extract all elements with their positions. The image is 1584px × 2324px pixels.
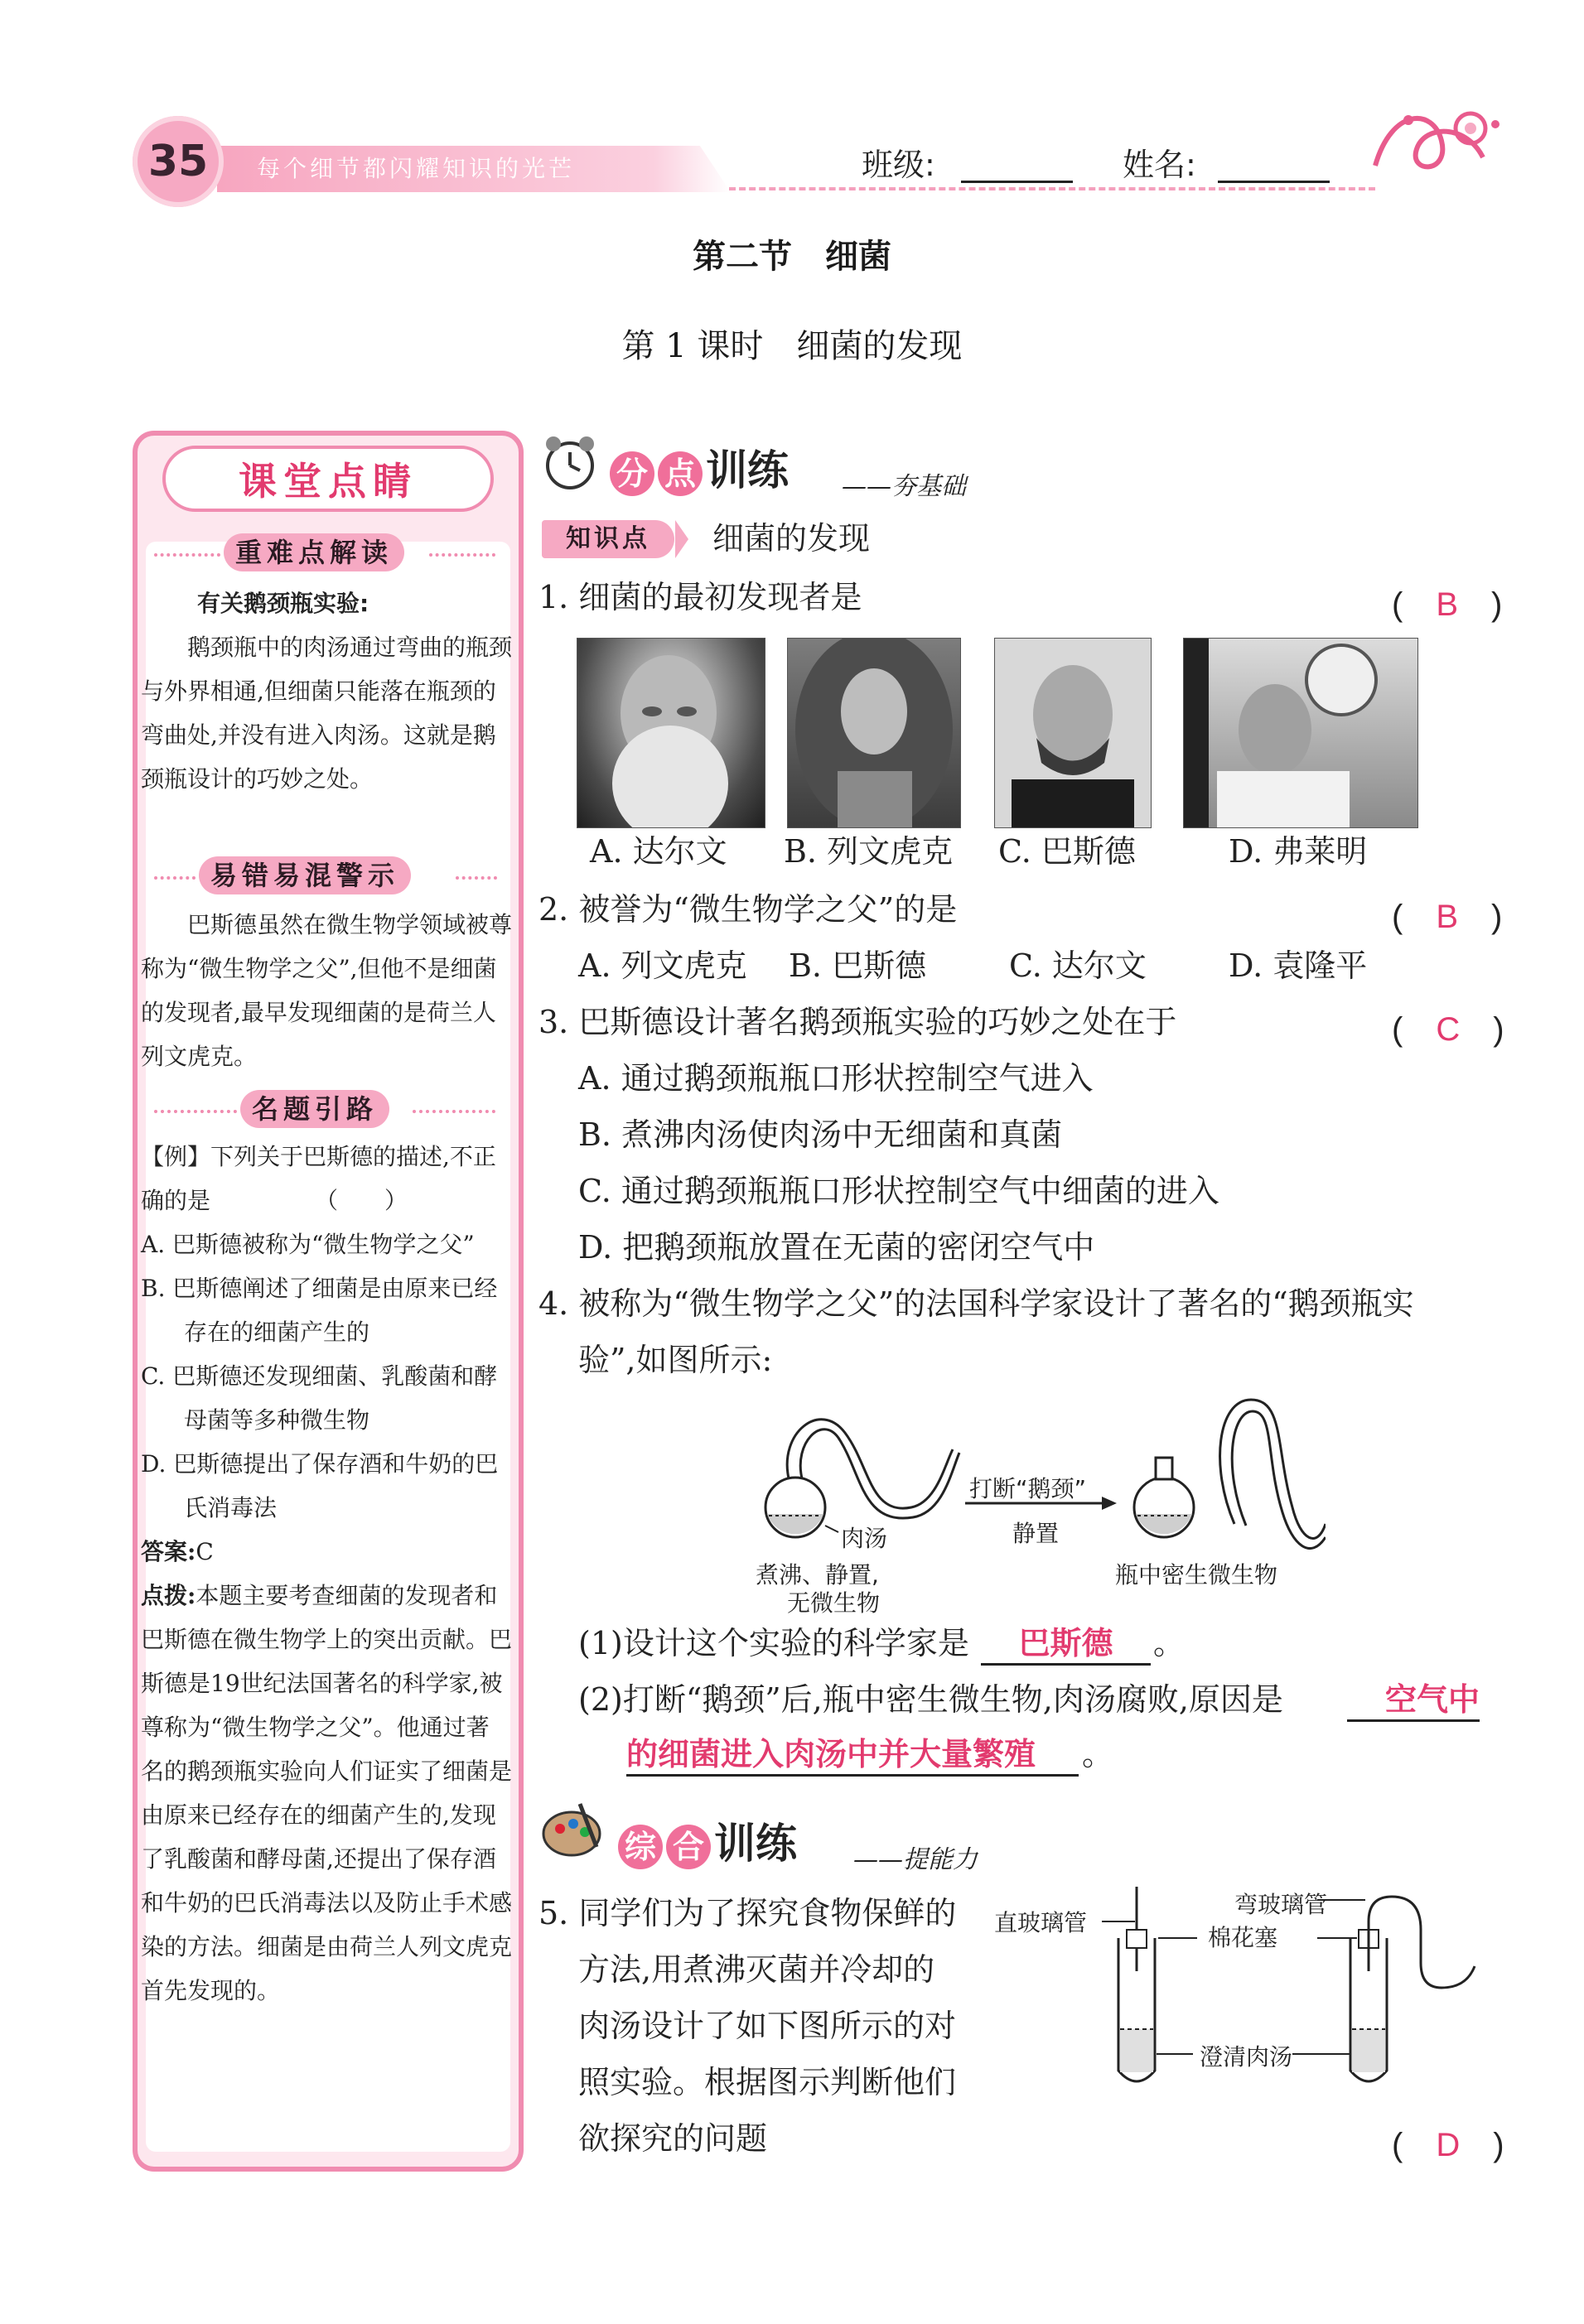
label-break-neck: 打断“鹅颈” bbox=[969, 1475, 1087, 1502]
floral-ornament-icon bbox=[1359, 91, 1508, 190]
knowledge-point-title: 细菌的发现 bbox=[712, 520, 871, 557]
name-field[interactable] bbox=[1218, 147, 1330, 183]
class-label: 班级: bbox=[862, 147, 935, 183]
divider bbox=[413, 1110, 495, 1113]
divider bbox=[429, 553, 495, 557]
portrait-figure-icon bbox=[577, 639, 765, 827]
q4-sub2-answer[interactable]: 空气中 bbox=[1347, 1680, 1480, 1722]
section2-banner bbox=[618, 1811, 797, 1870]
answer-value: D bbox=[1436, 2127, 1461, 2163]
label-boiled: 煮沸、静置, bbox=[756, 1561, 879, 1589]
portrait-leeuwenhoek bbox=[787, 638, 961, 828]
slogan: 每个细节都闪耀知识的光芒 bbox=[257, 155, 576, 182]
lesson-title: 第 1 课时 细菌的发现 bbox=[621, 327, 963, 365]
example-option: B. 巴斯德阐述了细菌是由原来已经存在的细菌产生的 bbox=[141, 1275, 498, 1346]
q4-sub1-suffix: 。 bbox=[1153, 1625, 1186, 1661]
question-3: 3. 巴斯德设计著名鹅颈瓶实验的巧妙之处在于 bbox=[538, 1004, 1177, 1040]
question-4-line1: 4. 被称为“微生物学之父”的法国科学家设计了著名的“鹅颈瓶实 bbox=[538, 1285, 1414, 1322]
q2-option: A. 列文虎克 bbox=[578, 947, 747, 984]
divider bbox=[154, 553, 220, 557]
answer-bracket: ( B ) bbox=[1392, 899, 1503, 935]
hint-text: 本题主要考查细菌的发现者和巴斯德在微生物学上的突出贡献。巴斯德是19世纪法国著名的科学家,被尊称为“微生物学之父”。他通过著名的鹅颈瓶实验向人们证实了细菌是由原来已经存在的细菌产生的,发现了乳酸菌和酵母菌,还提出了保存酒和牛奶的巴氏消毒法以及防止手术感染的方法。细菌是由荷兰人列文虎克首先发现的。 bbox=[141, 1582, 513, 2004]
header-dashed-line bbox=[729, 187, 1375, 190]
answer-bracket: ( B ) bbox=[1392, 586, 1503, 623]
label-bent-tube: 弯玻璃管 bbox=[1234, 1891, 1328, 1918]
q5-line: 方法,用煮沸灭菌并冷却的 bbox=[578, 1951, 935, 1988]
key-points-subtitle: 有关鹅颈瓶实验: bbox=[197, 590, 369, 617]
q1-option: C. 巴斯德 bbox=[998, 833, 1136, 870]
q3-option: D. 把鹅颈瓶放置在无菌的密闭空气中 bbox=[578, 1229, 1095, 1266]
key-points-heading: 重难点解读 bbox=[224, 533, 404, 571]
q4-sub2-answer-cont[interactable]: 的细菌进入肉汤中并大量繁殖 bbox=[626, 1734, 1079, 1777]
class-field[interactable] bbox=[961, 147, 1073, 183]
q4-sub1-answer[interactable]: 巴斯德 bbox=[981, 1623, 1151, 1666]
q4-sub2-suffix: 。 bbox=[1082, 1736, 1114, 1772]
q1-option: B. 列文虎克 bbox=[784, 833, 954, 870]
label-stand: 静置 bbox=[1012, 1520, 1060, 1547]
answer-bracket: ( C ) bbox=[1392, 1011, 1504, 1048]
question-4-line2: 验”,如图所示: bbox=[578, 1342, 773, 1378]
q1-option: A. 达尔文 bbox=[590, 833, 727, 870]
sidebar-title: 课堂点睛 bbox=[162, 446, 494, 512]
warning-block bbox=[141, 903, 512, 1078]
q2-option: C. 达尔文 bbox=[1009, 947, 1147, 984]
q4-sub1-prefix: (1)设计这个实验的科学家是 bbox=[578, 1625, 969, 1661]
portrait-fleming bbox=[1183, 638, 1418, 828]
example-option: D. 巴斯德提出了保存酒和牛奶的巴氏消毒法 bbox=[141, 1450, 499, 1521]
section1-banner bbox=[610, 437, 789, 497]
q4-sub2-prefix: (2)打断“鹅颈”后,瓶中密生微生物,肉汤腐败,原因是 bbox=[578, 1681, 1283, 1718]
q4-sub1 bbox=[578, 1623, 969, 1663]
answer-value: C bbox=[1436, 1011, 1461, 1048]
label-cotton: 棉花塞 bbox=[1208, 1924, 1278, 1951]
example-option: C. 巴斯德还发现细菌、乳酸菌和酵母菌等多种微生物 bbox=[141, 1362, 498, 1434]
banner-subtitle: ——夯基础 bbox=[842, 472, 966, 501]
divider bbox=[154, 876, 196, 880]
page-number: 35 bbox=[133, 116, 224, 207]
hint-label: 点拨: bbox=[141, 1582, 196, 1609]
q3-option: B. 煮沸肉汤使肉汤中无细菌和真菌 bbox=[578, 1116, 1063, 1153]
portrait-figure-icon bbox=[1184, 639, 1417, 827]
label-straight-tube: 直玻璃管 bbox=[994, 1909, 1088, 1936]
warning-heading: 易错易混警示 bbox=[199, 856, 411, 894]
banner-word: 训练 bbox=[714, 1820, 797, 1868]
answer-bracket: ( D ) bbox=[1392, 2127, 1504, 2163]
portrait-figure-icon bbox=[788, 639, 960, 827]
warning-text: 巴斯德虽然在微生物学领域被尊称为“微生物学之父”,但他不是细菌的发现者,最早发现细菌的是荷兰人列文虎克。 bbox=[141, 911, 513, 1070]
answer-value: B bbox=[1436, 899, 1459, 935]
banner-badge: 综 bbox=[618, 1825, 663, 1869]
banner-badge: 合 bbox=[666, 1825, 711, 1869]
label-microbes-grow: 瓶中密生微生物 bbox=[1115, 1561, 1278, 1589]
q1-option: D. 弗莱明 bbox=[1229, 833, 1368, 870]
question-1: 1. 细菌的最初发现者是 bbox=[538, 579, 862, 615]
q5-line: 照实验。根据图示判断他们 bbox=[578, 2064, 957, 2100]
answer-value: B bbox=[1436, 586, 1459, 623]
q5-line: 欲探究的问题 bbox=[578, 2120, 768, 2157]
answer-value: C bbox=[196, 1538, 214, 1565]
example-option: A. 巴斯德被称为“微生物学之父” bbox=[141, 1231, 475, 1258]
q2-option: B. 巴斯德 bbox=[789, 947, 927, 984]
section-title: 第二节 细菌 bbox=[693, 238, 891, 276]
portrait-figure-icon bbox=[995, 639, 1151, 827]
divider bbox=[154, 1110, 237, 1113]
q5-line: 肉汤设计了如下图所示的对 bbox=[578, 2008, 957, 2044]
banner-word: 训练 bbox=[706, 446, 789, 494]
example-heading: 名题引路 bbox=[240, 1090, 389, 1128]
alarm-clock-icon bbox=[538, 431, 601, 494]
q3-option: C. 通过鹅颈瓶瓶口形状控制空气中细菌的进入 bbox=[578, 1173, 1219, 1209]
knowledge-point-badge: 知识点 bbox=[542, 520, 674, 558]
example-question: 【例】下列关于巴斯德的描述,不正确的是 （ ） bbox=[141, 1143, 496, 1214]
q3-option: A. 通过鹅颈瓶瓶口形状控制空气进入 bbox=[578, 1060, 1094, 1097]
q5-line: 5. 同学们为了探究食物保鲜的 bbox=[538, 1895, 957, 1931]
portrait-pasteur bbox=[994, 638, 1152, 828]
q2-option: D. 袁隆平 bbox=[1229, 947, 1368, 984]
label-broth: 澄清肉汤 bbox=[1200, 2043, 1293, 2071]
banner-badge: 分 bbox=[610, 451, 654, 496]
key-points-text: 鹅颈瓶中的肉汤通过弯曲的瓶颈与外界相通,但细菌只能落在瓶颈的弯曲处,并没有进入肉汤。这就是鹅颈瓶设计的巧妙之处。 bbox=[141, 634, 513, 793]
label-no-microbes: 无微生物 bbox=[787, 1589, 881, 1617]
example-block bbox=[141, 1135, 512, 2013]
question-2: 2. 被誉为“微生物学之父”的是 bbox=[538, 891, 958, 928]
banner-subtitle: ——提能力 bbox=[853, 1845, 978, 1874]
answer-label: 答案: bbox=[141, 1538, 196, 1565]
key-points-block bbox=[141, 581, 512, 801]
divider bbox=[456, 876, 497, 880]
portrait-darwin bbox=[577, 638, 765, 828]
label-broth: 肉汤 bbox=[841, 1525, 888, 1552]
banner-badge: 点 bbox=[658, 451, 703, 496]
name-label: 姓名: bbox=[1123, 147, 1196, 183]
palette-icon bbox=[538, 1797, 605, 1864]
